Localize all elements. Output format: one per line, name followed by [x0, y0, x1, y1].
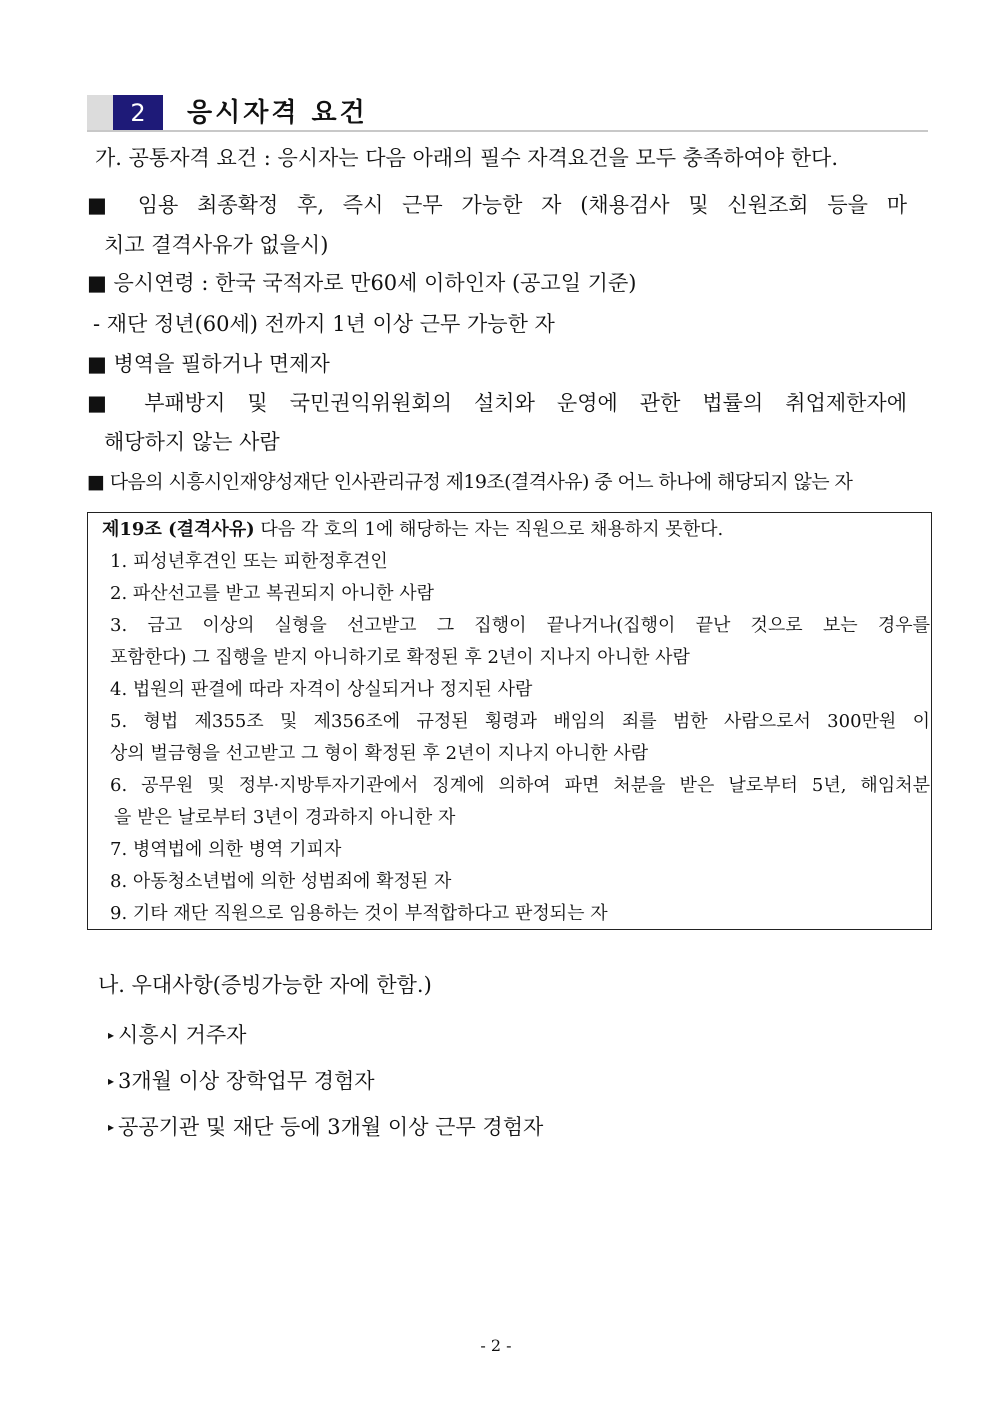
- part-b-heading: 나. 우대사항(증빙가능한 자에 한함.): [98, 973, 432, 997]
- preference-item-text: 3개월 이상 장학업무 경험자: [118, 1069, 375, 1093]
- section-divider: [87, 130, 928, 132]
- article-item-3-cont: 포함한다) 그 집행을 받지 아니하기로 확정된 후 2년이 지나지 아니한 사람: [110, 647, 690, 668]
- article-item-2: 2. 파산선고를 받고 복권되지 아니한 사람: [110, 583, 434, 604]
- page-number: - 2 -: [480, 1336, 512, 1355]
- preference-item: [108, 1066, 375, 1099]
- article-item-1: 1. 피성년후견인 또는 피한정후견인: [110, 551, 388, 572]
- section-header: [87, 95, 928, 131]
- preference-item-text: 공공기관 및 재단 등에 3개월 이상 근무 경험자: [118, 1115, 544, 1139]
- article-item-4: 4. 법원의 판결에 따라 자격이 상실되거나 정지된 사람: [110, 679, 533, 700]
- requirement-item-1-cont: 치고 결격사유가 없을시): [104, 233, 329, 257]
- preference-item: [108, 1112, 543, 1145]
- section-header-accent: [87, 95, 113, 131]
- article-intro: 다음 각 호의 1에 해당하는 자는 직원으로 채용하지 못한다.: [254, 519, 724, 540]
- preference-item-text: 시흥시 거주자: [118, 1023, 247, 1047]
- article-item-6-cont: 을 받은 날로부터 3년이 경과하지 아니한 자: [114, 807, 456, 828]
- requirement-item-2-sub: - 재단 정년(60세) 전까지 1년 이상 근무 가능한 자: [93, 312, 555, 336]
- article-item-5-cont: 상의 벌금형을 선고받고 그 형이 확정된 후 2년이 지나지 아니한 사람: [110, 743, 649, 764]
- article-item-6: 6. 공무원 및 정부·지방투자기관에서 징계에 의하여 파면 처분을 받은 날로부터 5년, 해임처분: [110, 775, 930, 796]
- requirement-item-4-cont: 해당하지 않는 사람: [104, 430, 280, 454]
- section-number: 2: [113, 95, 163, 131]
- disqualification-article-box: [87, 512, 932, 930]
- requirement-item-2: ■ 응시연령 : 한국 국적자로 만60세 이하인자 (공고일 기준): [87, 271, 637, 295]
- triangle-bullet-icon: ▸: [108, 1074, 115, 1088]
- requirement-item-1: ■ 임용 최종확정 후, 즉시 근무 가능한 자 (채용검사 및 신원조회 등을 마: [87, 193, 907, 217]
- article-item-9: 9. 기타 재단 직원으로 임용하는 것이 부적합하다고 판정되는 자: [110, 903, 608, 924]
- article-item-7: 7. 병역법에 의한 병역 기피자: [110, 839, 342, 860]
- requirement-item-3: ■ 병역을 필하거나 면제자: [87, 352, 330, 376]
- part-a-heading: 가. 공통자격 요건 : 응시자는 다음 아래의 필수 자격요건을 모두 충족하여야 한다.: [95, 146, 839, 170]
- triangle-bullet-icon: ▸: [108, 1120, 115, 1134]
- preference-item: [108, 1020, 246, 1053]
- article-item-3: 3. 금고 이상의 실형을 선고받고 그 집행이 끝나거나(집행이 끝난 것으로 보는 경우를: [110, 615, 930, 636]
- requirement-item-5: ■ 다음의 시흥시인재양성재단 인사관리규정 제19조(결격사유) 중 어느 하나에 해당되지 않는 자: [87, 471, 853, 493]
- triangle-bullet-icon: ▸: [108, 1028, 115, 1042]
- section-title: 응시자격 요건: [187, 98, 368, 128]
- article-item-8: 8. 아동청소년법에 의한 성범죄에 확정된 자: [110, 871, 452, 892]
- article-item-5: 5. 형법 제355조 및 제356조에 규정된 횡령과 배임의 죄를 범한 사람으로서 300만원 이: [110, 711, 930, 732]
- requirement-item-4: ■ 부패방지 및 국민권익위원회의 설치와 운영에 관한 법률의 취업제한자에: [87, 391, 907, 415]
- article-title: 제19조 (결격사유): [102, 519, 255, 540]
- article-heading: [102, 517, 723, 543]
